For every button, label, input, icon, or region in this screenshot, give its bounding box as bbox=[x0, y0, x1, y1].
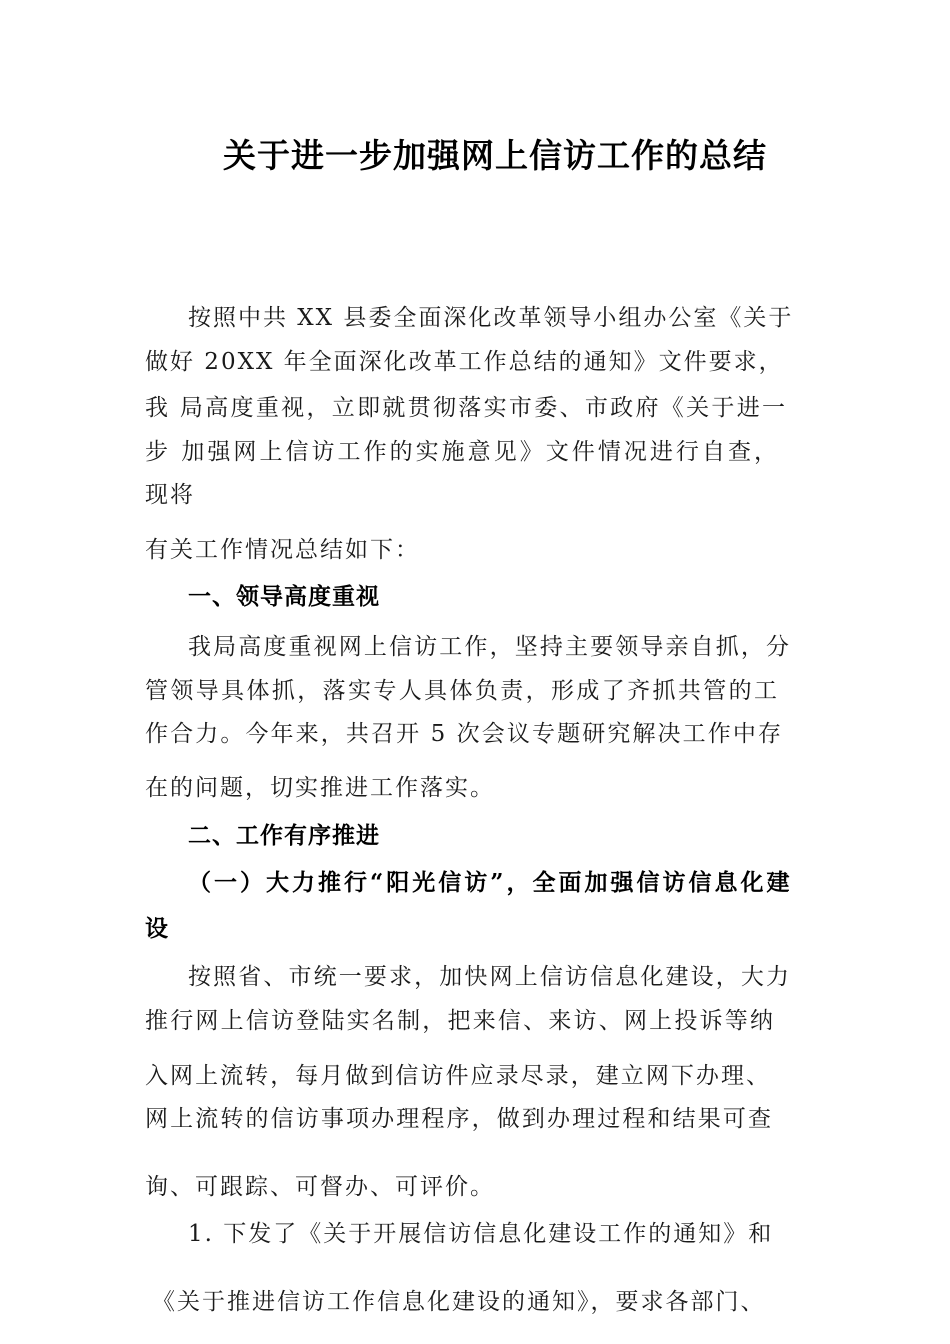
section2-line-1: 按照省、市统一要求，加快网上信访信息化建设，大力 bbox=[188, 964, 791, 990]
section2-line-2: 推行网上信访登陆实名制，把来信、来访、网上投诉等纳 bbox=[145, 1008, 775, 1034]
section1-line-2: 管领导具体抓，落实专人具体负责，形成了齐抓共管的工 bbox=[145, 678, 779, 704]
section2-line-5: 询、可跟踪、可督办、可评价。 bbox=[145, 1174, 495, 1200]
section2-line-4: 网上流转的信访事项办理程序，做到办理过程和结果可查 bbox=[145, 1106, 773, 1132]
section1-line-1: 我局高度重视网上信访工作，坚持主要领导亲自抓，分 bbox=[188, 634, 791, 660]
intro-line-1: 按照中共 XX 县委全面深化改革领导小组办公室《关于 bbox=[188, 305, 794, 331]
intro-line-2: 做好 20XX 年全面深化改革工作总结的通知》文件要求， bbox=[145, 349, 784, 375]
section1-line-4: 在的问题，切实推进工作落实。 bbox=[145, 775, 495, 801]
section2-line-6: 1. 下发了《关于开展信访信息化建设工作的通知》和 bbox=[188, 1221, 774, 1247]
intro-line-3: 我 局高度重视，立即就贯彻落实市委、市政府《关于进一 bbox=[145, 395, 787, 421]
section2-line-7: 《关于推进信访工作信息化建设的通知》，要求各部门、 bbox=[152, 1289, 766, 1315]
intro-line-6: 有关工作情况总结如下： bbox=[145, 537, 420, 563]
section-heading-2: 二、工作有序推进 bbox=[188, 823, 380, 849]
section-heading-1: 一、领导高度重视 bbox=[188, 584, 380, 610]
section1-line-3: 作合力。今年来，共召开 5 次会议专题研究解决工作中存 bbox=[145, 721, 783, 747]
document-title: 关于进一步加强网上信访工作的总结 bbox=[223, 136, 767, 175]
subsection-heading-line-1: （一）大力推行“阳光信访”，全面加强信访信息化建 bbox=[188, 869, 793, 896]
subsection-heading-line-2: 设 bbox=[145, 915, 171, 942]
section2-line-3: 入网上流转，每月做到信访件应录尽录，建立网下办理、 bbox=[145, 1063, 771, 1089]
intro-line-5: 现将 bbox=[145, 482, 195, 508]
intro-line-4: 步 加强网上信访工作的实施意见》文件情况进行自查， bbox=[145, 439, 779, 465]
